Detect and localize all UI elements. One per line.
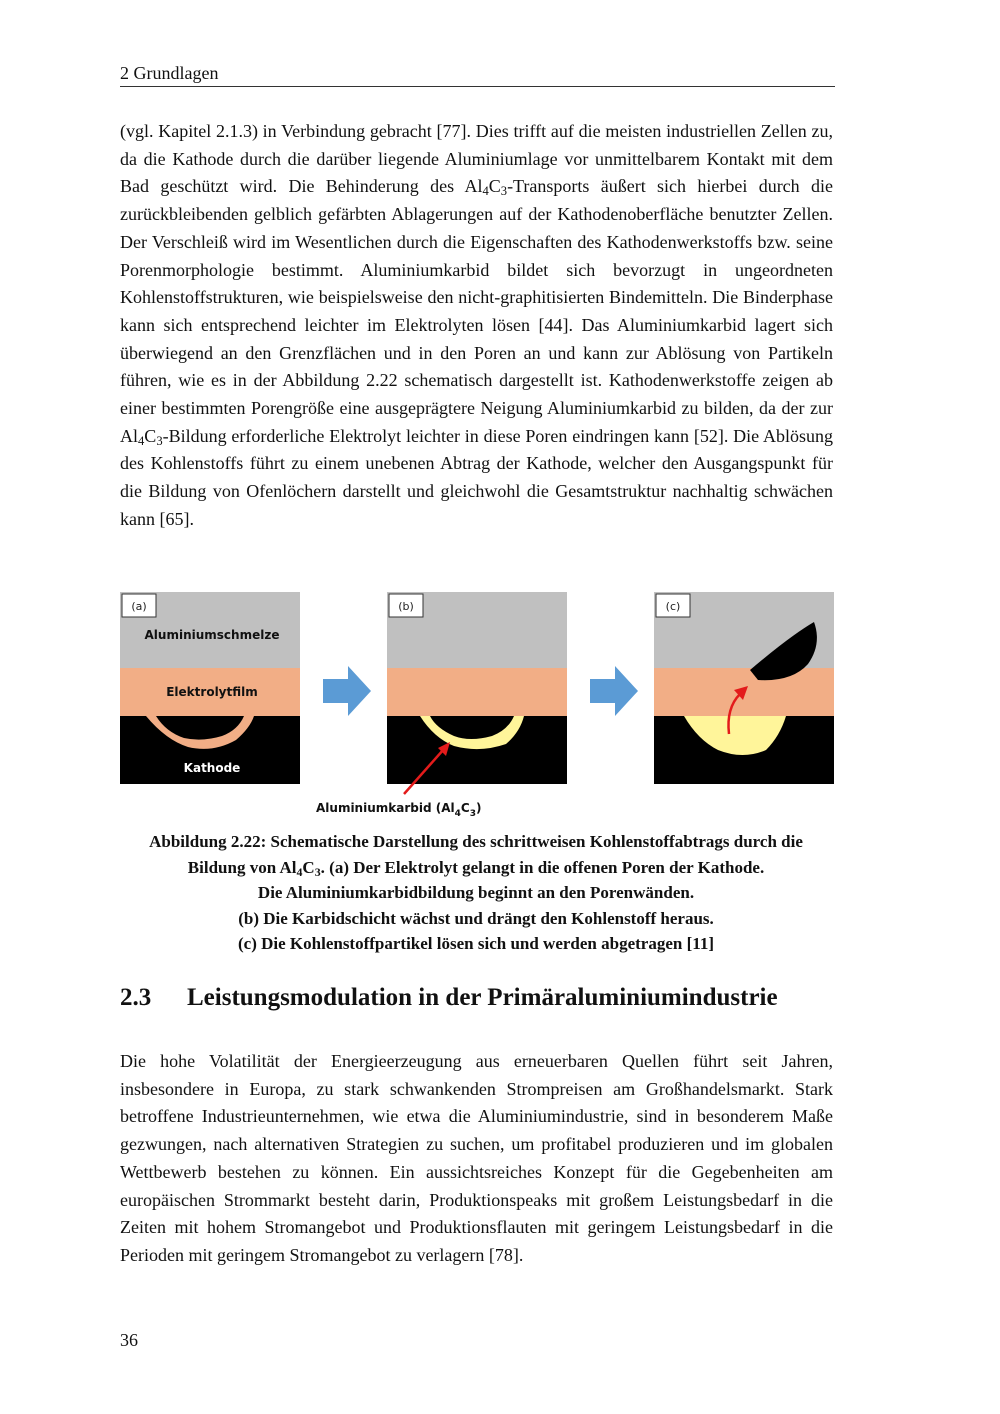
section-title: Leistungsmodulation in der Primäraluminiumindustrie [187,984,778,1011]
caption-line-5: (c) Die Kohlenstoffpartikel lösen sich und werden abgetragen [11] [238,934,714,953]
panel-tag-c: (c) [665,600,681,613]
body-paragraph-2: Die hohe Volatilität der Energieerzeugung aus erneuerbaren Quellen führt seit Jahren, insbesondere in Europa, zu stark schwankenden Strompreisen am Großhandelsmarkt. Stark betroffene Industrieunternehmen, wie etwa die Aluminiumindustrie, sind in besonderem Maße gezwungen, nach alternativen Strategien zu suchen, um profitabel produzieren und im globalen Wettbewerb bestehen zu können. Ein aussichtsreiches Konzept für die Gegebenheiten am europäischen Strommarkt besteht darin, Produktionspeaks mit großem Leistungsbedarf in die Zeiten mit hohem Stromangebot und Produktionsflauten mit geringem Leistungsbedarf in die Perioden mit geringem Stromangebot zu verlagern [78]. [120,1051,833,1265]
running-header [120,60,835,87]
panel-tag-b: (b) [398,600,414,613]
label-aluminium-carbide [316,801,481,819]
cathode-layer [387,716,567,784]
subscript: 3 [156,433,163,448]
text-run: C [144,425,157,446]
section-number: 2.3 [120,984,152,1011]
caption-subscript: 4 [296,864,303,879]
subscript: 4 [482,184,489,199]
caption-subscript: 3 [314,864,321,879]
label-cathode: Kathode [183,761,241,775]
subscript: 3 [500,184,508,199]
panel-b [387,592,567,794]
label-subscript: 4 [454,809,461,819]
caption-text-run: Bildung von Al [187,857,297,877]
label-text-run: C [460,801,470,815]
subscript: 4 [138,433,145,448]
label-aluminium-melt: Aluminiumschmelze [144,628,280,642]
text-run: (vgl. Kapitel 2.1.3) in Verbindung gebracht [77]. Dies trifft auf die meisten industriellen Zellen zu, da die Kathode durch die darüber liegende Aluminiumlage vor unmittelbarem Kontakt mit dem Bad geschützt wird. Die Behinderung des Al [120,121,833,197]
running-title: 2 Grundlagen [120,63,219,83]
caption-line-3: Die Aluminiumkarbidbildung beginnt an den Porenwänden. [257,883,695,902]
panel-c [654,592,834,784]
caption-line-4: (b) Die Karbidschicht wächst und drängt den Kohlenstoff heraus. [238,908,714,928]
label-subscript: 3 [469,809,476,819]
text-run: -Bildung erforderliche Elektrolyt leichter in diese Poren eindringen kann [52]. Die Ablösung des Kohlenstoffs führt zu einem unebenen Abtrag der Kathode, welcher den Ausgangspunkt für die Bildung von Ofenlöchern darstellt und gleichwohl die Gesamtstruktur nachhaltig schwächen kann [65]. [120,425,833,529]
page-number: 36 [120,1330,138,1350]
label-electrolyte-film: Elektrolytfilm [166,685,258,699]
panel-tag-a: (a) [131,600,147,613]
figure-svg [118,590,838,820]
caption-line-2 [110,855,842,881]
figure-carbide-schematic [118,590,838,820]
caption-text-run: C [302,857,315,877]
caption-line-1: Abbildung 2.22: Schematische Darstellung des schrittweisen Kohlenstoffabtrags durch die [149,832,803,851]
section-heading [120,984,778,1012]
step-arrow-icon [590,666,638,716]
figure-caption [110,829,842,957]
body-paragraph-1 [120,118,833,534]
label-text-run: ) [475,801,482,815]
electrolyte-layer [387,668,567,716]
step-arrow-icon [323,666,371,716]
text-run: C [488,176,501,197]
text-run: -Transports äußert sich hierbei durch die zurückbleibenden gelblich gefärbten Ablagerungen auf der Kathodenoberfläche benutzter Zellen. Der Verschleiß wird im Wesentlichen durch die Eigenschaften des Kathodenwerkstoffs bzw. seine Porenmorphologie bestimmt. Aluminiumkarbid bildet sich bevorzugt in ungeordneten Kohlenstoffstrukturen, wie beispielsweise den nicht-graphitisierten Bindemitteln. Die Binderphase kann sich entsprechend leichter im Elektrolyten lösen [44]. Das Aluminiumkarbid lagert sich überwiegend an den Grenzflächen und in den Poren an und kann zur Ablösung von Partikeln führen, wie es in der Abbildung 2.22 schematisch dargestellt ist. Kathodenwerkstoffe zeigen ab einer bestimmten Porengröße eine ausgeprägtere Neigung Aluminiumkarbid zu bilden, da der zur Al [120,176,834,446]
caption-text-run: . (a) Der Elektrolyt gelangt in die offenen Poren der Kathode. [320,857,765,877]
label-text-run: Aluminiumkarbid (Al [316,801,455,815]
panel-a [120,592,300,784]
